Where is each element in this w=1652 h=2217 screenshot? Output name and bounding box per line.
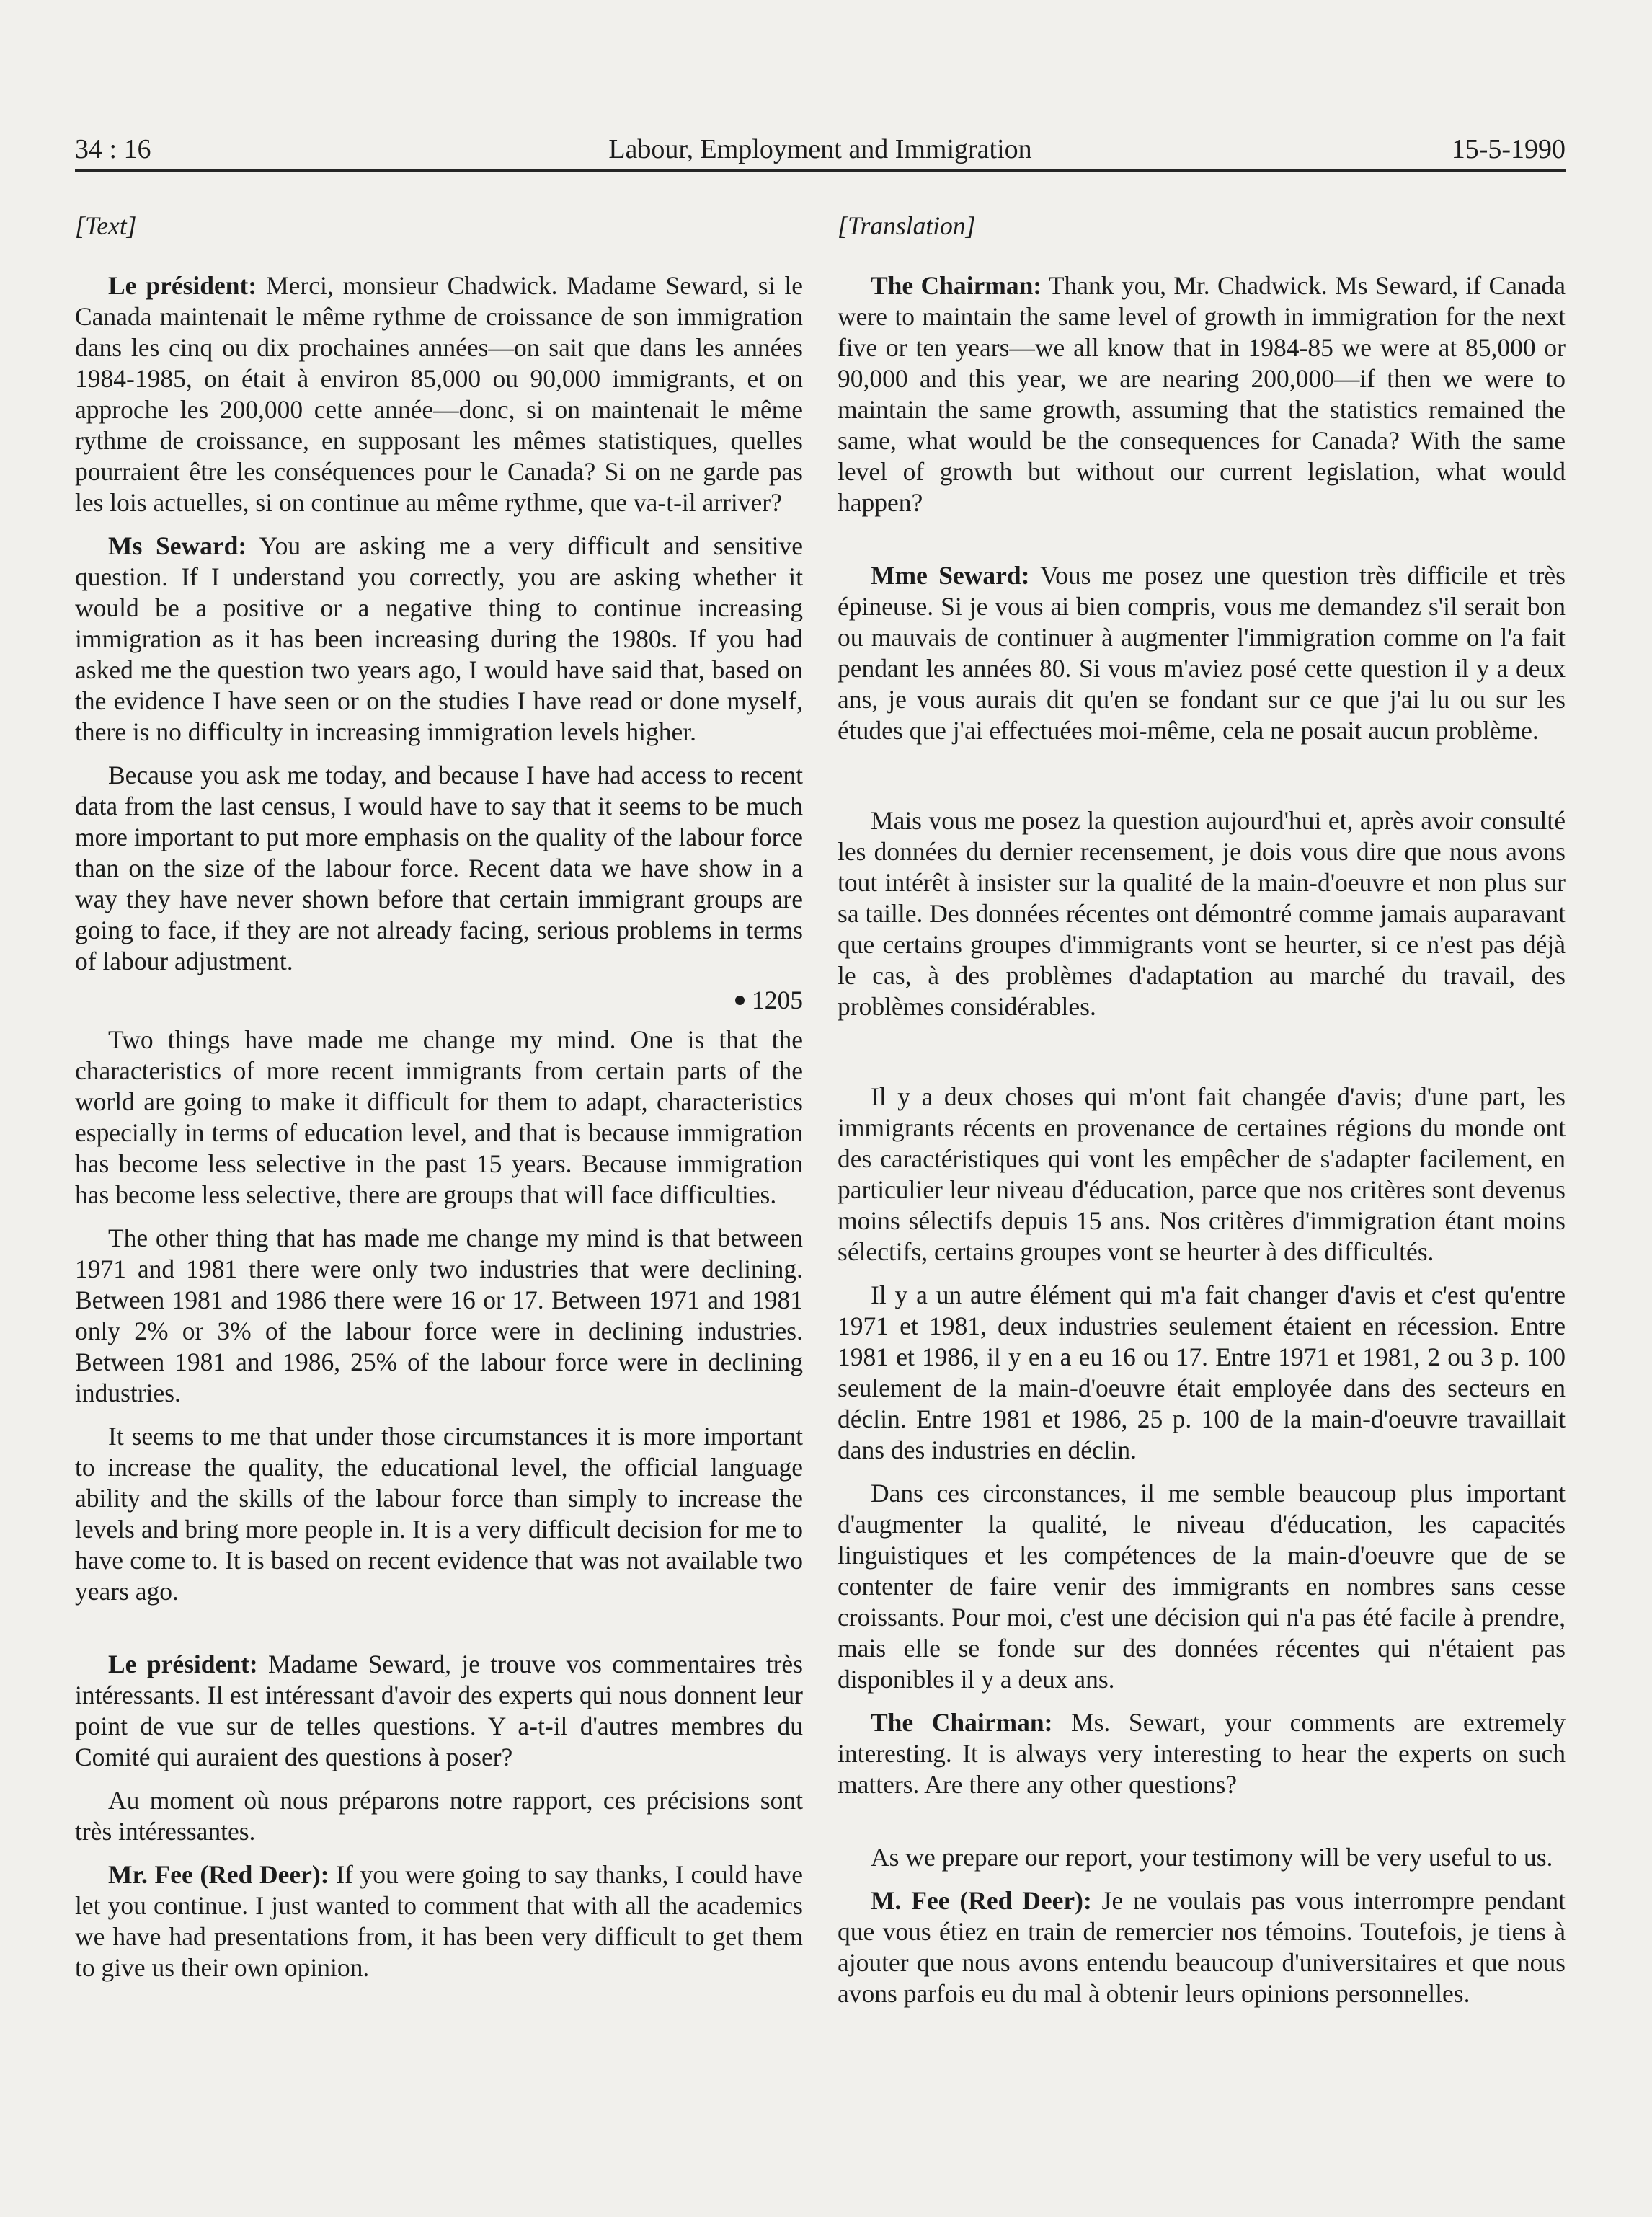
paragraph: Mais vous me posez la question aujourd'hui et, après avoir consulté les données du dernier recensement, je dois vous dire que nous avons tout intérêt à insister sur la qualité de la main-d'oeuvre et non plus sur sa taille. Des données récentes ont démontré comme jamais auparavant que certains groupes d'immigrants vont se heurter, si ce n'est pas déjà le cas, à des problèmes d'adaptation au marché du travail, des problèmes considérables. [838, 806, 1566, 1021]
speech-text: Thank you, Mr. Chadwick. Ms Seward, if Canada were to maintain the same level of growth in immigration for the next five or ten years—we all know that in 1984-85 we were at 85,000 or 90,000 and this year, we are nearing 200,000—if then we were to maintain the same growth, assuming that the statistics remained the same, what would be the consequences for Canada? With the same level of growth but without our current legislation, what would happen? [838, 271, 1566, 517]
page-date: 15-5-1990 [1451, 134, 1566, 164]
paragraph [838, 1707, 1566, 1800]
speaker-name: Le président: [108, 271, 257, 300]
committee-title: Labour, Employment and Immigration [608, 134, 1032, 164]
paragraph: Il y a un autre élément qui m'a fait changer d'avis et c'est qu'entre 1971 et 1981, deux industries seulement étaient en récession. Entre 1981 et 1986, il y en a eu 16 ou 17. Entre 1971 et 1981, 2 ou 3 p. 100 seulement de la main-d'oeuvre était employée dans des secteurs en déclin. Entre 1981 et 1986, 25 p. 100 de la main-d'oeuvre travaillait dans des industries en déclin. [838, 1280, 1566, 1464]
section-label-text: [Text] [75, 211, 137, 240]
speaker-name: The Chairman: [871, 271, 1042, 300]
speaker-name: M. Fee (Red Deer): [871, 1886, 1092, 1915]
speech-text: Je ne voulais pas vous interrompre pendant que vous étiez en train de remercier nos témoins. Toutefois, je tiens à ajouter que nous avons entendu beaucoup d'universitaires et que nous avons parfois eu du mal à obtenir leurs opinions personnelles. [838, 1886, 1566, 2008]
speech-text: Merci, monsieur Chadwick. Madame Seward, si le Canada maintenait le même rythme de croissance de son immigration dans les cinq ou dix prochaines années—on sait que dans les années 1984-1985, on était à environ 85,000 ou 90,000 immigrants, et on approche les 200,000 cette année—donc, si on maintenait le même rythme de croissance, en supposant les mêmes statistiques, quelles pourraient être les conséquences pour le Canada? Si on ne garde pas les lois actuelles, si on continue au même rythme, que va-t-il arriver? [75, 271, 803, 517]
paragraph [838, 1885, 1566, 2009]
speech-text: You are asking me a very difficult and sensitive question. If I understand you correctly, you are asking whether it would be a positive or a negative thing to continue increasing immigration as it has been increasing during the 1980s. If you had asked me the question two years ago, I would have said that, based on the evidence I have seen or on the studies I have read or done myself, there is no difficulty in increasing immigration levels higher. [75, 531, 803, 746]
time-marker-label: 1205 [752, 986, 803, 1014]
paragraph: Au moment où nous préparons notre rapport, ces précisions sont très intéressantes. [75, 1786, 803, 1846]
speaker-name: Le président: [108, 1650, 258, 1678]
paragraph: Because you ask me today, and because I have had access to recent data from the last census, I would have to say that it seems to be much more important to put more emphasis on the quality of the labour force than on the size of the labour force. Recent data we have show in a way they have never shown before that certain immigrant groups are going to face, if they are not already facing, serious problems in terms of labour adjustment. [75, 761, 803, 975]
paragraph: Dans ces circonstances, il me semble beaucoup plus important d'augmenter la qualité, le niveau d'éducation, les capacités linguistiques et les compétences de la main-d'oeuvre que de se contenter de faire venir des immigrants en nombres sans cesse croissants. Pour moi, c'est une décision qui n'a pas été facile à prendre, mais elle se fonde sur des données récentes qui n'étaient pas disponibles il y a deux ans. [838, 1479, 1566, 1694]
speaker-name: Mme Seward: [871, 561, 1030, 590]
paragraph: It seems to me that under those circumstances it is more important to increase the quality, the educational level, the official language ability and the skills of the labour force than simply to increase the levels and bring more people in. It is a very difficult decision for me to have come to. It is based on recent evidence that was not available two years ago. [75, 1422, 803, 1606]
header-rule [75, 169, 1566, 172]
paragraph [75, 270, 803, 518]
speaker-name: Ms Seward: [108, 531, 247, 560]
paragraph [838, 270, 1566, 518]
paragraph: Il y a deux choses qui m'ont fait changée d'avis; d'une part, les immigrants récents en provenance de certaines régions du monde ont des caractéristiques qui vont les empêcher de s'adapter facilement, en particulier leur niveau d'éducation, parce que nos critères sont devenus moins sélectifs depuis 15 ans. Nos critères d'immigration étant moins sélectifs, certains groupes vont se heurter à des difficultés. [838, 1082, 1566, 1266]
speaker-name: Mr. Fee (Red Deer): [108, 1860, 329, 1889]
speech-text: Madame Seward, je trouve vos commentaires très intéressants. Il est intéressant d'avoir des experts qui nous donnent leur point de vue sur de telles questions. Y a-t-il d'autres membres du Comité qui auraient des questions à poser? [75, 1650, 803, 1771]
paragraph [838, 560, 1566, 746]
page-header [75, 128, 1566, 170]
speaker-name: The Chairman: [871, 1708, 1053, 1737]
speech-text: Ms. Sewart, your comments are extremely interesting. It is always very interesting to hear the experts on such matters. Are there any other questions? [838, 1708, 1566, 1799]
left-column [75, 211, 803, 1996]
paragraph: The other thing that has made me change my mind is that between 1971 and 1981 there were only two industries that were declining. Between 1981 and 1986 there were 16 or 17. Between 1971 and 1981 only 2% or 3% of the labour force were in declining industries. Between 1981 and 1986, 25% of the labour force were in declining industries. [75, 1223, 803, 1407]
time-marker [75, 985, 803, 1016]
page-reference: 34 : 16 [75, 134, 151, 164]
paragraph: As we prepare our report, your testimony will be very useful to us. [871, 1843, 1553, 1872]
paragraph [75, 531, 803, 748]
paragraph: Two things have made me change my mind. One is that the characteristics of more recent immigrants from certain parts of the world are going to make it difficult for them to adapt, characteristics especially in terms of education level, and that is because immigration has become less selective in the past 15 years. Because immigration has become less selective, there are groups that will face difficulties. [75, 1025, 803, 1209]
section-label-translation: [Translation] [838, 211, 976, 240]
speech-text: If you were going to say thanks, I could have let you continue. I just wanted to comment that with all the academics we have had presentations from, it has been very difficult to get them to give us their own opinion. [75, 1860, 803, 1982]
paragraph [75, 1859, 803, 1983]
paragraph [75, 1649, 803, 1773]
bullet-icon [735, 996, 745, 1005]
right-column [838, 211, 1566, 2022]
speech-text: Vous me posez une question très difficile et très épineuse. Si je vous ai bien compris, vous me demandez s'il serait bon ou mauvais de continuer à augmenter l'immigration comme on l'a fait pendant les années 80. Si vous m'aviez posé cette question il y a deux ans, je vous aurais dit qu'en se fondant sur ce que j'ai lu ou sur les études que j'ai effectuées moi-même, cela ne posait aucun problème. [838, 561, 1566, 745]
